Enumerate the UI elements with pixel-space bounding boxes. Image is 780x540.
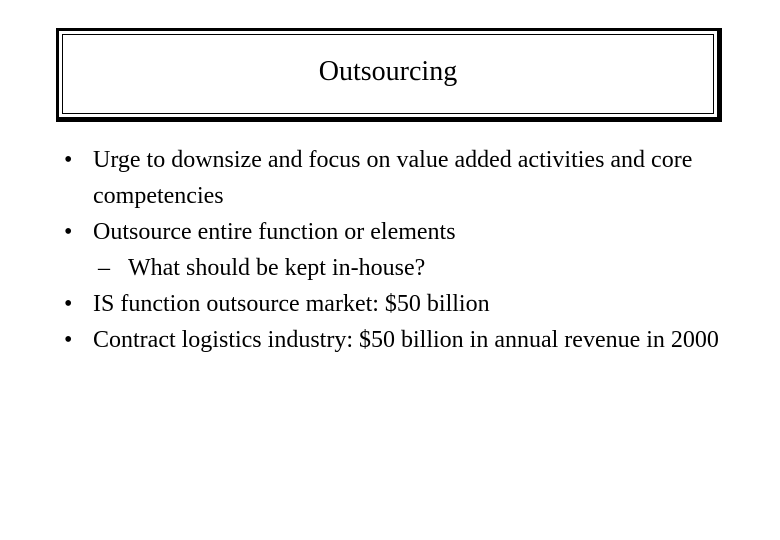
bullet-marker: • [64, 291, 73, 317]
sub-bullet-marker: – [98, 255, 110, 281]
title-frame-inner [62, 34, 714, 114]
bullet-text: Urge to downsize and focus on value added activities and core competencies [93, 147, 693, 209]
bullet-marker: • [64, 219, 73, 245]
bullet-text: IS function outsource market: $50 billion [93, 291, 490, 317]
bullet-marker: • [64, 327, 73, 353]
title-frame [56, 28, 722, 122]
bullet-item [64, 286, 724, 322]
bullet-text: Outsource entire function or elements [93, 219, 456, 245]
slide-title: Outsourcing [318, 56, 458, 87]
bullet-list [64, 142, 724, 358]
bullet-item [64, 322, 724, 358]
bullet-item [64, 214, 724, 250]
sub-bullet-item [64, 250, 724, 286]
bullet-text: Contract logistics industry: $50 billion in annual revenue in 2000 [93, 327, 719, 353]
bullet-marker: • [64, 147, 73, 173]
sub-bullet-text: What should be kept in-house? [128, 255, 426, 281]
bullet-item [64, 142, 724, 214]
